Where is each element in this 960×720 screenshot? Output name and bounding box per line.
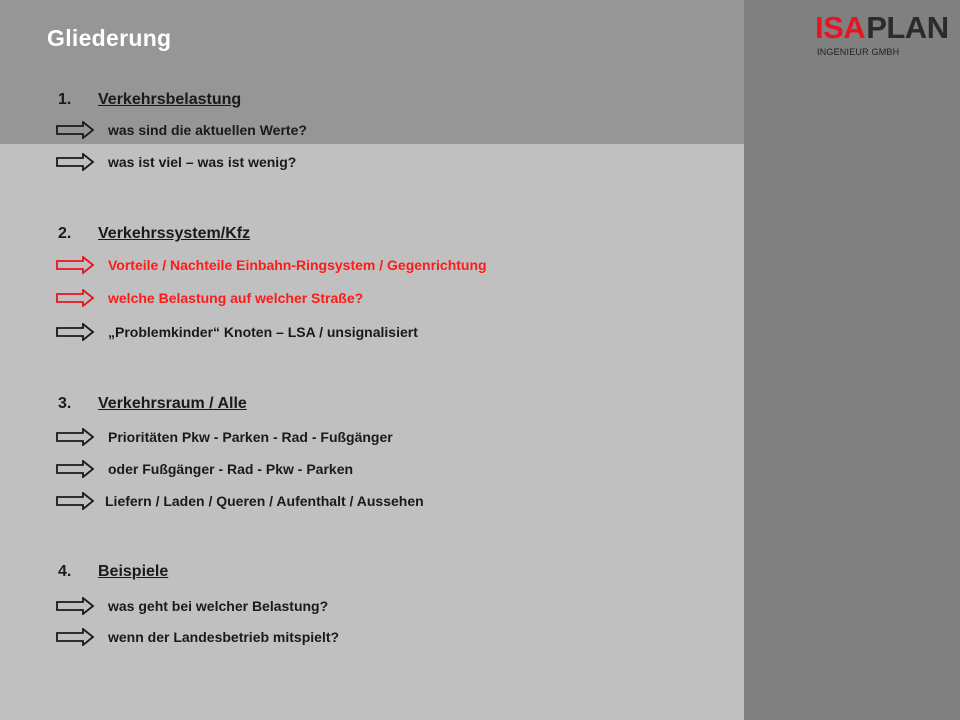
section-title: Beispiele — [98, 563, 169, 580]
page-title: Gliederung — [47, 25, 172, 51]
section-title: Verkehrsraum / Alle — [98, 395, 247, 412]
list-item-text: „Problemkinder“ Knoten – LSA / unsignalisiert — [108, 324, 418, 340]
double-arrow-icon — [55, 289, 95, 307]
double-arrow-icon — [55, 121, 95, 139]
list-item-text: was geht bei welcher Belastung? — [108, 598, 329, 614]
double-arrow-icon — [55, 628, 95, 646]
logo-plan: PLAN — [866, 10, 949, 45]
logo-subtitle: INGENIEUR GMBH — [817, 47, 900, 57]
section-number: 2. — [58, 225, 72, 242]
section-title: Verkehrsbelastung — [98, 91, 242, 108]
double-arrow-icon — [55, 428, 95, 446]
list-item-text: was ist viel – was ist wenig? — [108, 154, 297, 170]
list-item-text: welche Belastung auf welcher Straße? — [108, 290, 364, 306]
section-number: 3. — [58, 395, 72, 412]
double-arrow-icon — [55, 492, 95, 510]
double-arrow-icon — [55, 460, 95, 478]
section-heading-2 — [58, 225, 250, 243]
section-heading-1 — [58, 91, 241, 109]
section-number: 4. — [58, 563, 72, 580]
section-number: 1. — [58, 91, 72, 108]
list-item-text: wenn der Landesbetrieb mitspielt? — [108, 629, 340, 645]
logo-isa: ISA — [815, 10, 866, 45]
double-arrow-icon — [55, 597, 95, 615]
list-item-text: was sind die aktuellen Werte? — [108, 122, 307, 138]
list-item-text: oder Fußgänger - Rad - Pkw - Parken — [108, 461, 354, 477]
section-title: Verkehrssystem/Kfz — [98, 225, 251, 242]
double-arrow-icon — [55, 153, 95, 171]
list-item-text: Liefern / Laden / Queren / Aufenthalt / Aussehen — [105, 493, 424, 509]
double-arrow-icon — [55, 256, 95, 274]
section-heading-4 — [58, 563, 168, 581]
section-heading-3 — [58, 395, 247, 413]
company-logo — [815, 12, 947, 68]
side-band — [744, 0, 960, 720]
list-item-text: Vorteile / Nachteile Einbahn-Ringsystem / Gegenrichtung — [108, 257, 487, 273]
double-arrow-icon — [55, 323, 95, 341]
logo-wordmark — [815, 12, 947, 43]
list-item-text: Prioritäten Pkw - Parken - Rad - Fußgänger — [108, 429, 393, 445]
